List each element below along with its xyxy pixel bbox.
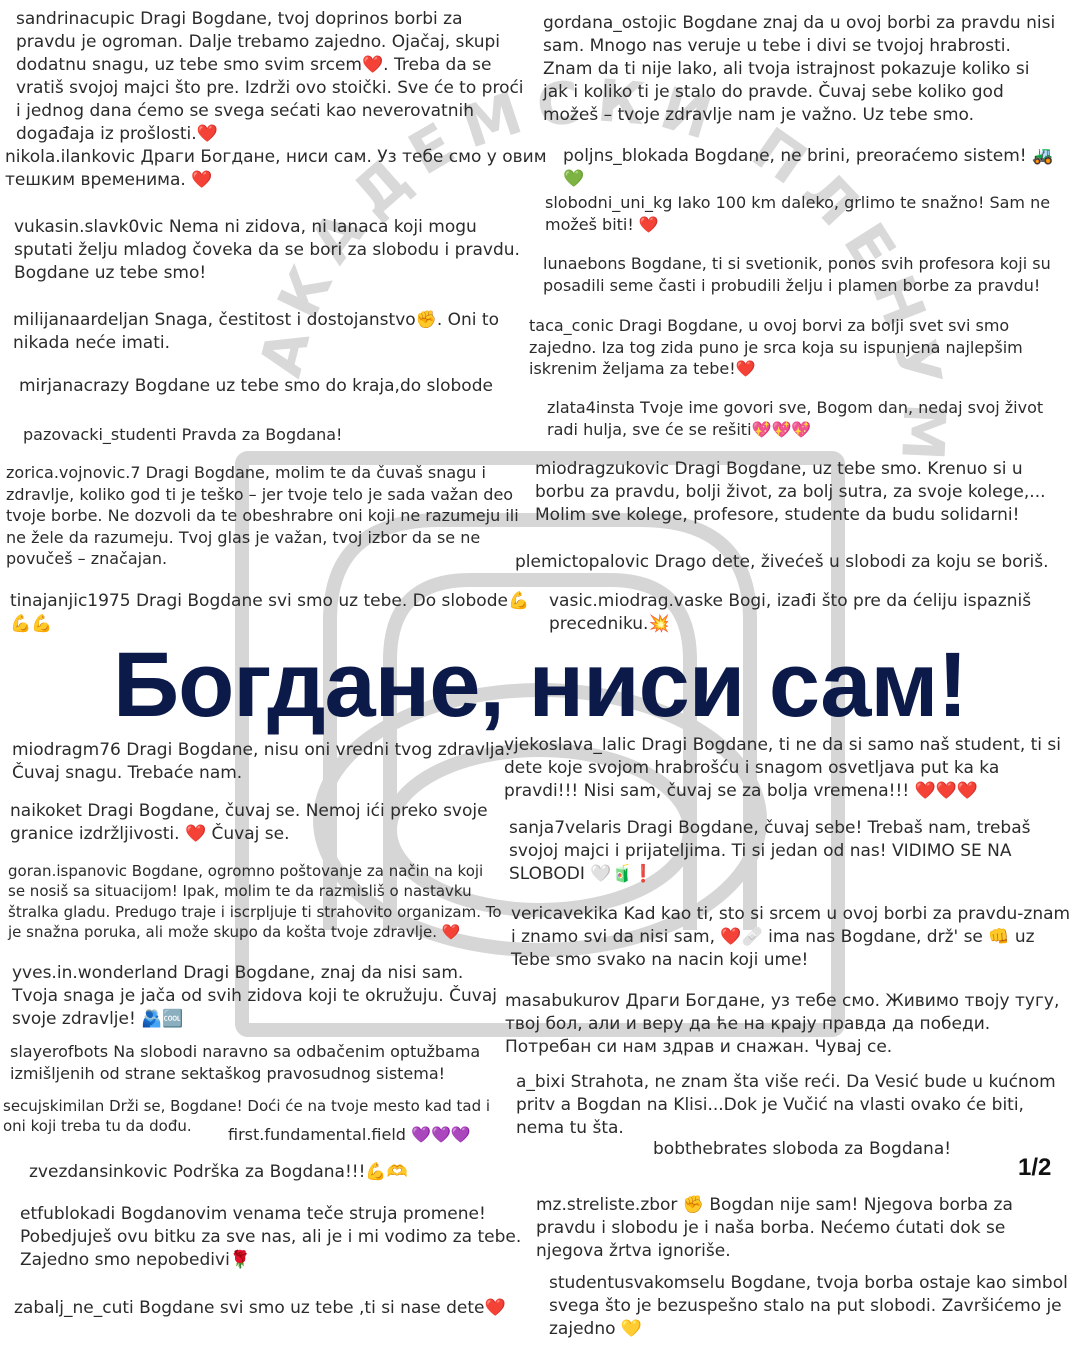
comment-text: Strahota, ne znam šta više reći. Da Vesić bude u kućnom pritv a Bogdan na Klisi...Dok je Vučić na vlasti ovako će biti, nema tu šta. bbox=[516, 1072, 1056, 1138]
comment-text: Snaga, čestitost i dostojanstvo✊. Oni to nikada neće imati. bbox=[13, 310, 499, 353]
comment-username[interactable]: miodragm76 bbox=[12, 740, 121, 760]
comment-text: Tvoje ime govori sve, Bogom dan, nedaj svoj život radi hulja, sve će se rešiti💖💖💖 bbox=[547, 398, 1044, 439]
comment bbox=[10, 1041, 500, 1084]
comment bbox=[543, 253, 1058, 296]
comment-username[interactable]: pazovacki_studenti bbox=[23, 425, 177, 444]
comment-username[interactable]: zabalj_ne_cuti bbox=[14, 1298, 134, 1318]
page-indicator: 1/2 bbox=[1018, 1154, 1052, 1181]
comment bbox=[511, 903, 1071, 972]
comment-text: Dragi Bogdane, u ovoj borvi za bolji svet svi smo zajedno. Iza tog zida puno je srca koja su ispunjena najlepšim iskrenim željama za tebe!❤️ bbox=[529, 316, 1023, 379]
comment-username[interactable]: zlata4insta bbox=[547, 398, 635, 417]
comment bbox=[14, 216, 524, 285]
comment-text: Bogdane svi smo uz tebe ,ti si nase dete❤️ bbox=[139, 1298, 506, 1318]
comment-username[interactable]: sanja7velaris bbox=[509, 818, 622, 838]
comment bbox=[505, 990, 1070, 1059]
comment bbox=[10, 800, 500, 846]
comment-text: Драги Богдане, ниси сам. Уз тебе смо у овим тешким временима. ❤️ bbox=[5, 147, 547, 190]
comment bbox=[5, 146, 550, 192]
comment-username[interactable]: tinajanjic1975 bbox=[10, 591, 131, 611]
comment-text: Bogdane znaj da u ovoj borbi za pravdu nisi sam. Mnogo nas veruje u tebe i divi se tvojoj hrabrosti. Znam da ti nije lako, ali tvoja istrajnost pokazuje koliko si jak i koliko ti je stalo do pravde. Čuvaj sebe koliko god možeš – tvoje zdravlje nam je važno. Uz tebe smo. bbox=[543, 13, 1056, 125]
comment bbox=[8, 861, 503, 942]
comment-username[interactable]: goran.ispanovic bbox=[8, 862, 128, 880]
comment-text: Iako 100 km daleko, grlimo te snažno! Sam ne možeš biti! ❤️ bbox=[545, 193, 1051, 234]
comment bbox=[23, 424, 523, 446]
comment bbox=[529, 315, 1049, 380]
comment-username[interactable]: nikola.ilankovic bbox=[5, 147, 136, 167]
comment-username[interactable]: plemictopalovic bbox=[515, 552, 650, 572]
comment bbox=[543, 12, 1058, 127]
comment bbox=[19, 375, 529, 398]
comment-text: Драги Богдане, уз тебе смо. Живимо твоју тугу, твој бол, али и веру да ће на крају правда да победи. Потребан си нам здрав и снажан. Чувај се. bbox=[505, 991, 1060, 1057]
comment bbox=[13, 309, 523, 355]
comment bbox=[6, 462, 521, 570]
comment bbox=[653, 1138, 1013, 1161]
comment-text: Bogdanovim venama teče struja promene! Pobedjuješ ovu bitku za sve nas, ali je i mi vodimo za tebe. Zajedno smo nepobedivi🌹 bbox=[20, 1204, 522, 1270]
comment-text: Dragi Bogdane, ti ne da si samo naš student, ti si dete koje svojom hrabrošću i snagom osvetljava put ka ka pravdi!!! Nisi sam, čuvaj se za bolja vremena!!! ❤️❤️❤️ bbox=[504, 735, 1062, 801]
comment-username[interactable]: first.fundamental.field bbox=[228, 1125, 406, 1144]
comment bbox=[228, 1124, 508, 1146]
comment-text: 💜💜💜 bbox=[411, 1125, 471, 1144]
comment bbox=[536, 1194, 1071, 1263]
comment bbox=[545, 192, 1060, 235]
comment-text: Drži se, Bogdane! Doći će na tvoje mesto kad tad i oni koji treba tu da dođu. bbox=[3, 1097, 491, 1136]
comment-username[interactable]: zvezdansinkovic bbox=[29, 1162, 168, 1182]
comment-username[interactable]: yves.in.wonderland bbox=[12, 963, 178, 983]
comment-username[interactable]: mz.streliste.zbor bbox=[536, 1195, 678, 1215]
comment bbox=[549, 590, 1069, 636]
comment-text: sloboda za Bogdana! bbox=[772, 1139, 952, 1159]
comment bbox=[14, 1297, 519, 1320]
comment bbox=[12, 962, 502, 1031]
comment-text: Bogdane, tvoja borba ostaje kao simbol svega što je bezuspešno stalo na put slobodi. Završićemo je zajedno 💛 bbox=[549, 1273, 1068, 1339]
comment-username[interactable]: vjekoslava_lalic bbox=[504, 735, 636, 755]
comment bbox=[563, 145, 1068, 191]
comment-text: Dragi Bogdane svi smo uz tebe. Do slobode💪 💪💪 bbox=[10, 591, 530, 634]
comment bbox=[29, 1161, 499, 1184]
comment-username[interactable]: miodragzukovic bbox=[535, 459, 670, 479]
comment-username[interactable]: milijanaardeljan bbox=[13, 310, 150, 330]
comment-username[interactable]: a_bixi bbox=[516, 1072, 566, 1092]
comment-username[interactable]: gordana_ostojic bbox=[543, 13, 677, 33]
headline: Богдане, ниси сам! bbox=[112, 634, 968, 736]
comment-username[interactable]: slobodni_uni_kg bbox=[545, 193, 673, 212]
comment-text: Bogdane uz tebe smo do kraja,do slobode bbox=[134, 376, 493, 396]
comment-username[interactable]: naikoket bbox=[10, 801, 82, 821]
comment-text: Dragi Bogdane, čuvaj sebe! Trebaš nam, trebaš svojoj majci i prijateljima. Ti si jedan od nas! VIDIMO SE NA SLOBODI 🤍🧃❗ bbox=[509, 818, 1031, 884]
comment-text: Bogdane, ti si svetionik, ponos svih profesora koji su posadili seme časti i probudili želju i plamen borbe za pravdu! bbox=[543, 254, 1051, 295]
comment-username[interactable]: poljns_blokada bbox=[563, 146, 689, 166]
comment-text: Kad kao ti, sto si srcem u ovoj borbi za pravdu-znam i znamo svi da nisi sam, ❤️🩹 ima nas Bogdane, drž' se 👊 uz Tebe smo svako na nacin koji ume! bbox=[511, 904, 1071, 970]
comment-username[interactable]: taca_conic bbox=[529, 316, 614, 335]
comment-text: Pravda za Bogdana! bbox=[181, 425, 343, 444]
comment-text: Dragi Bogdane, molim te da čuvaš snagu i zdravlje, koliko god ti je teško – jer tvoje telo je sada važan deo tvoje borbe. Ne dozvoli da te obeshrabre oni koji ne razumeju ili ne žele da razumeju. Tvoj glas je važan, tvoj izbor da se ne povučeš – značajan. bbox=[6, 463, 519, 569]
comment-username[interactable]: vasic.miodrag.vaske bbox=[549, 591, 723, 611]
comment bbox=[504, 734, 1070, 803]
comment-username[interactable]: masabukurov bbox=[505, 991, 620, 1011]
watermark-text: АКАДЕМСКИ ПЛЕНУМ bbox=[246, 66, 959, 477]
comment-username[interactable]: bobthebrates bbox=[653, 1139, 768, 1159]
comment-text: Dragi Bogdane, čuvaj se. Nemoj ići preko svoje granice izdržljivosti. ❤️ Čuvaj se. bbox=[10, 801, 488, 844]
comment bbox=[12, 739, 512, 785]
comment-username[interactable]: vukasin.slavk0vic bbox=[14, 217, 164, 237]
comment-text: Bogdane, ne brini, preoraćemo sistem! 🚜💚 bbox=[563, 146, 1054, 189]
comment-username[interactable]: etfublokadi bbox=[20, 1204, 116, 1224]
comment-text: Bogdane, ogromno poštovanje za način na koji se nosiš sa situacijom! Ipak, molim te da razmisliš o nastavku štralka gladu. Predugo traje i iscrpljuje ti strahovito organizam. To je snažna poruka, ali može skupo da košta tvoje zdravlje. ❤️ bbox=[8, 862, 502, 941]
comment-username[interactable]: studentusvakomselu bbox=[549, 1273, 726, 1293]
comment-text: Dragi Bogdane, uz tebe smo. Krenuo si u borbu za pravdu, bolji život, za bolj sutra, za svoje kolege,... Molim sve kolege, profesore, studente da budu solidarni! bbox=[535, 459, 1046, 525]
comment-text: Dragi Bogdane, znaj da nisi sam. Tvoja snaga je jača od svih zidova koji te okružuju. Čuvaj svoje zdravlje! 🫂🆒 bbox=[12, 963, 497, 1029]
comment-username[interactable]: slayerofbots bbox=[10, 1042, 109, 1061]
comment-text: Bogi, izađi što pre da ćeliju ispazniš precedniku.💥 bbox=[549, 591, 1032, 634]
comment bbox=[549, 1272, 1069, 1341]
comment-username[interactable]: mirjanacrazy bbox=[19, 376, 130, 396]
comment-text: Dragi Bogdane, tvoj doprinos borbi za pravdu je ogroman. Dalje trebamo zajedno. Ojačaj, skupi dodatnu snagu, uz tebe smo svim srcem❤️. Treba da se vratiš svojoj majci što pre. Izdrži ovo stoički. Sve će to proći i jednog dana ćemo se svega sećati kao neverovatnih događaja iz prošlosti.❤️ bbox=[16, 9, 524, 144]
comment-username[interactable]: vericavekika bbox=[511, 904, 619, 924]
comment bbox=[16, 8, 526, 146]
comment bbox=[515, 551, 1070, 574]
comment bbox=[20, 1203, 525, 1272]
comment bbox=[516, 1071, 1076, 1140]
comment-text: Drago dete, živećeš u slobodi za koju se boriš. bbox=[654, 552, 1049, 572]
comment-text: ✊ Bogdan nije sam! Njegova borba za pravdu i slobodu je i naša borba. Nećemo ćutati dok se njegova žrtva ignoriše. bbox=[536, 1195, 1013, 1261]
comment-username[interactable]: lunaebons bbox=[543, 254, 626, 273]
comment-username[interactable]: zorica.vojnovic.7 bbox=[6, 463, 141, 482]
comment-text: Dragi Bogdane, nisu oni vredni tvog zdravlja. Čuvaj snagu. Trebaće nam. bbox=[12, 740, 511, 783]
comment-text: Podrška za Bogdana!!!💪🫶 bbox=[172, 1162, 408, 1182]
comment-text: Nema ni zidova, ni lanaca koji mogu sputati želju mladog čoveka da se bori za slobodu i pravdu. Bogdane uz tebe smo! bbox=[14, 217, 520, 283]
comment bbox=[535, 458, 1070, 527]
comment-username[interactable]: sandrinacupic bbox=[16, 9, 135, 29]
comment-text: Na slobodi naravno sa odbačenim optužbama izmišljenih od strane sektaškog pravosudnog sistema! bbox=[10, 1042, 481, 1083]
comment bbox=[509, 817, 1069, 886]
comment bbox=[10, 590, 540, 636]
comment-username[interactable]: secujskimilan bbox=[3, 1097, 105, 1115]
comment bbox=[547, 397, 1057, 440]
